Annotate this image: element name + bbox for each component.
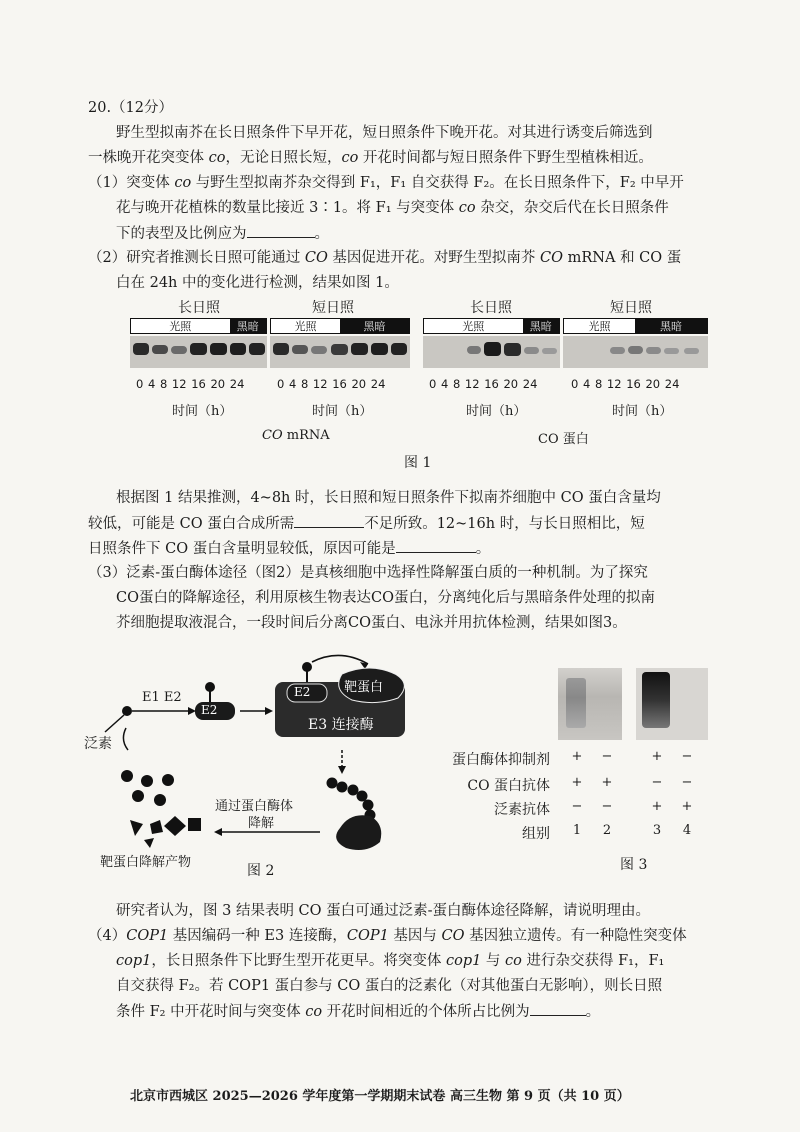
fig2-e2-label: E2 [201,703,218,717]
part1-line2: 花与晚开花植株的数量比接近 3∶1。将 F₁ 与突变体 co 杂交，杂交后代在长日照条件 [116,200,669,216]
fig3-cell: + [601,775,613,790]
fig3-cell: 1 [572,823,582,838]
part3-conclusion: 研究者认为，图 3 结果表明 CO 蛋白可通过泛素-蛋白酶体途径降解，请说明理由。 [116,903,651,919]
fig1-band [391,343,407,355]
fig3-blot-right [636,668,708,740]
fig2-degrade-label-2: 降解 [248,816,275,831]
fig3-cell: 4 [682,823,692,838]
fig2-e1e2-label: E1 E2 [142,690,182,705]
fig3-cell: − [571,799,583,814]
fig3-cell: 2 [602,823,612,838]
part2-after-line3: 日照条件下 CO 蛋白含量明显较低，原因可能是 。 [88,538,490,559]
question-intro-line2: 一株晚开花突变体 co，无论日照长短，co 开花时间都与短日照条件下野生型植株相近。 [88,150,653,166]
fig1-photoperiod-bar: 光照 黑暗 [130,318,267,334]
answer-blank-4[interactable] [530,1001,586,1016]
fig1-time-ticks: 0 4 8 12 16 20 24 [136,377,245,391]
fig1-band [210,343,227,355]
fig1-label: 图 1 [404,455,432,471]
fig3-cell: − [681,775,693,790]
fig1-band [610,347,625,354]
fig1-photoperiod-bar: 光照 黑暗 [563,318,708,334]
fig1-long-day-mrna: 长日照 [178,300,220,316]
fig1-band [311,346,327,354]
part3-line1: （3）泛素-蛋白酶体途径（图2）是真核细胞中选择性降解蛋白质的一种机制。为了探究 [88,565,648,581]
fig1-band [230,343,246,355]
part4-line4: 条件 F₂ 中开花时间与突变体 co 开花时间相近的个体所占比例为 。 [116,1001,600,1022]
fig1-photoperiod-bar: 光照 黑暗 [270,318,410,334]
fig3-cell: + [571,775,583,790]
fig3-cell: − [601,749,613,764]
fig1-band [628,346,643,354]
fig2-degrade-label-1: 通过蛋白酶体 [215,799,294,814]
fig2-ubiquitin-label: 泛素 [84,736,112,752]
fig1-band [351,343,368,355]
part4-line1: （4）COP1 基因编码一种 E3 连接酶，COP1 基因与 CO 基因独立遗传。有一种隐性突变体 [88,928,687,944]
fig1-band [504,343,521,356]
fig3-cell: − [651,775,663,790]
fig1-band [152,345,168,354]
fig3-row-label: 蛋白酶体抑制剂 [452,752,550,768]
fig1-band [292,345,308,354]
fig3-row-label: 组别 [522,826,550,842]
fig3-cell: + [651,799,663,814]
fig1-band [133,343,149,355]
answer-blank-2[interactable] [294,513,364,528]
fig3-cell: + [571,749,583,764]
part1-line1: （1）突变体 co 与野生型拟南芥杂交得到 F₁，F₁ 自交获得 F₂。在长日照条件下，F₂ 中早开 [88,175,684,191]
fig2-target-label: 靶蛋白 [344,680,384,695]
question-number: 20.（12分） [88,100,174,116]
part2-after-line1: 根据图 1 结果推测，4~8h 时，长日照和短日照条件下拟南芥细胞中 CO 蛋白含量均 [116,490,661,506]
fig3-row-label: 泛素抗体 [494,802,550,818]
part2-after-line2: 较低，可能是 CO 蛋白合成所需 不足所致。12~16h 时，与长日照相比，短 [88,513,645,534]
fig3-cell: − [601,799,613,814]
fig1-band [664,348,679,354]
fig1-time-axis-label: 时间（h） [172,404,233,419]
question-intro-line1: 野生型拟南芥在长日照条件下早开花，短日照条件下晚开花。对其进行诱变后筛选到 [116,125,653,141]
fig1-band [331,344,348,355]
fig3-label: 图 3 [620,857,648,873]
fig1-band [190,343,207,355]
part3-line2: CO蛋白的降解途径，利用原核生物表达CO蛋白，分离纯化后与黑暗条件处理的拟南 [116,590,655,606]
part2-line1: （2）研究者推测长日照可能通过 CO 基因促进开花。对野生型拟南芥 CO mRNA 和 CO 蛋 [88,250,682,266]
fig3-cell: + [681,799,693,814]
fig1-band [273,343,289,355]
answer-blank-3[interactable] [396,538,476,553]
part3-line3: 芥细胞提取液混合，一段时间后分离CO蛋白、电泳并用抗体检测，结果如图3。 [116,615,627,631]
fig1-band [467,346,481,354]
fig1-time-ticks: 0 4 8 12 16 20 24 [277,377,386,391]
fig2-e2-in-e3-label: E2 [294,685,311,699]
fig1-short-day-protein: 短日照 [610,300,652,316]
fig3-cell: − [681,749,693,764]
fig1-band [542,348,557,354]
fig1-band [171,346,187,354]
fig3-cell: + [651,749,663,764]
fig3-cell: 3 [652,823,662,838]
fig1-band [646,347,661,354]
fig1-photoperiod-bar: 光照 黑暗 [423,318,560,334]
fig1-time-ticks: 0 4 8 12 16 20 24 [571,377,680,391]
fig2-diagram [80,640,440,880]
part4-line2: cop1，长日照条件下比野生型开花更早。将突变体 cop1 与 co 进行杂交获得 F₁，F₁ [116,953,665,969]
answer-blank-1[interactable] [247,223,315,238]
fig1-band [684,348,699,354]
fig1-mrna-caption: CO mRNA [262,428,330,443]
fig1-long-day-protein: 长日照 [470,300,512,316]
fig2-products-label: 靶蛋白降解产物 [100,855,192,870]
fig1-time-ticks: 0 4 8 12 16 20 24 [429,377,538,391]
fig1-time-axis-label: 时间（h） [612,404,673,419]
fig1-band [371,343,388,355]
fig1-band [249,343,265,355]
fig3-row-label: CO 蛋白抗体 [467,778,550,794]
fig1-short-day-mrna: 短日照 [312,300,354,316]
fig2-e3-label: E3 连接酶 [308,717,374,733]
part4-line3: 自交获得 F₂。若 COP1 蛋白参与 CO 蛋白的泛素化（对其他蛋白无影响），则长日照 [116,978,663,994]
page-footer: 北京市西城区 2025—2026 学年度第一学期期末试卷 高三生物 第 9 页（共 10 页） [130,1089,630,1104]
fig1-time-axis-label: 时间（h） [312,404,373,419]
fig1-protein-caption: CO 蛋白 [538,432,589,447]
fig1-band [484,342,501,356]
fig1-time-axis-label: 时间（h） [466,404,527,419]
part2-line2: 白在 24h 中的变化进行检测，结果如图 1。 [116,275,399,291]
fig1-band [524,347,539,354]
fig3-blot-left [558,668,622,740]
part1-line3: 下的表型及比例应为 。 [116,223,329,244]
fig2-label: 图 2 [247,863,275,879]
